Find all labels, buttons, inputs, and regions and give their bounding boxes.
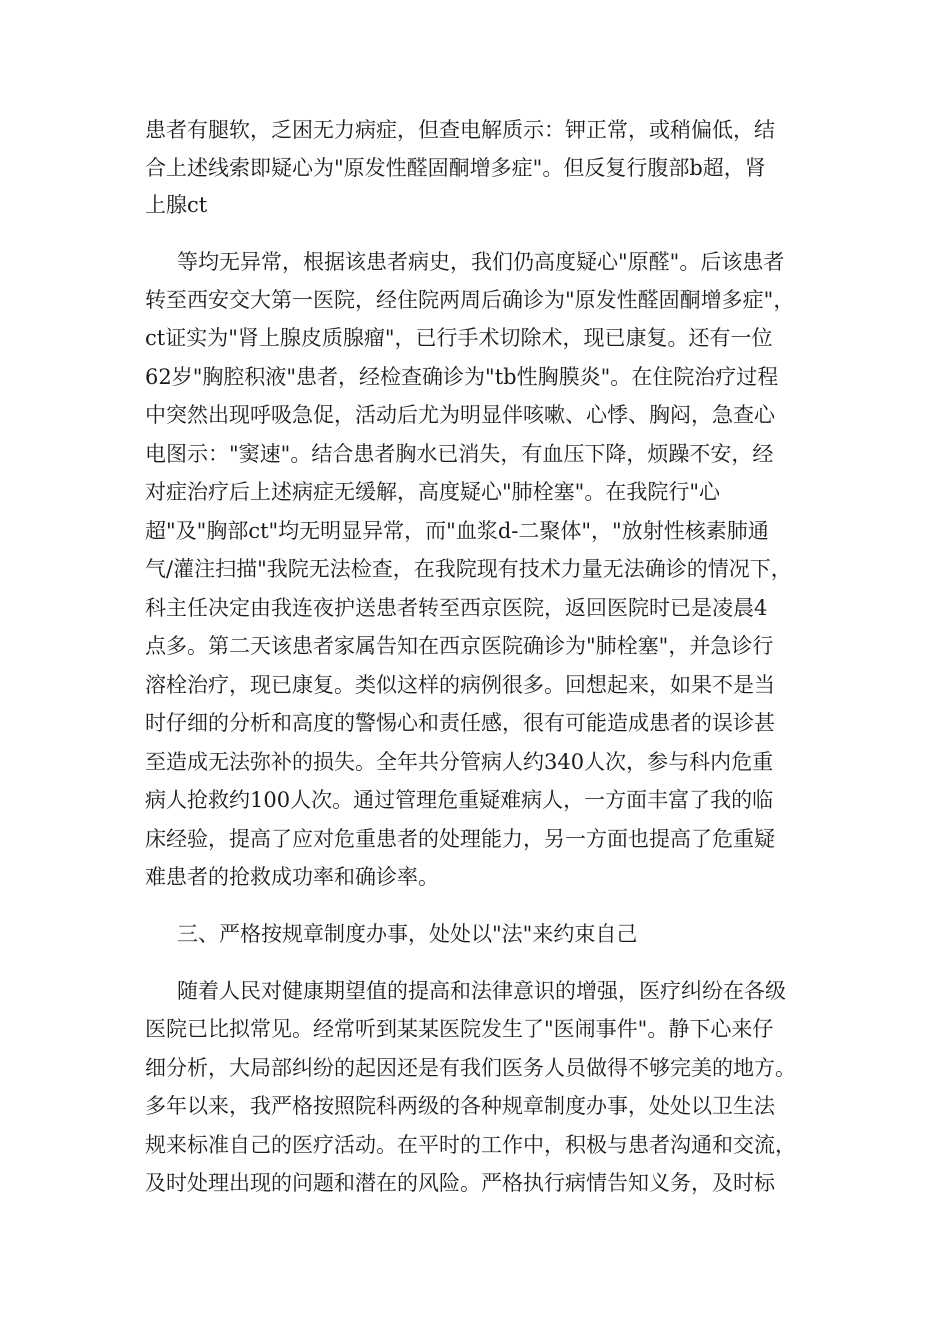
text-line: 患者有腿软，乏困无力病症，但查电解质示：钾正常，或稍偏低，结 <box>145 118 775 142</box>
text-line: 合上述线索即疑心为"原发性醛固酮增多症"。但反复行腹部b超，肾 <box>145 156 766 180</box>
text-line: 点多。第二天该患者家属告知在西京医院确诊为"肺栓塞"，并急诊行 <box>145 634 774 658</box>
text-line: 多年以来，我严格按照院科两级的各种规章制度办事，处处以卫生法 <box>145 1094 775 1118</box>
text-line: 上腺ct <box>145 193 208 217</box>
text-line: 超"及"胸部ct"均无明显异常，而"血浆d-二聚体"，"放射性核素肺通 <box>145 519 769 543</box>
text-line: 病人抢救约100人次。通过管理危重疑难病人，一方面丰富了我的临 <box>145 788 774 812</box>
text-line: ct证实为"肾上腺皮质腺瘤"，已行手术切除术，现已康复。还有一位 <box>145 326 773 350</box>
text-line: 规来标准自己的医疗活动。在平时的工作中，积极与患者沟通和交流， <box>145 1133 796 1157</box>
text-line: 细分析，大局部纠纷的起因还是有我们医务人员做得不够完美的地方。 <box>145 1056 796 1080</box>
section-heading: 三、严格按规章制度办事，处处以"法"来约束自己 <box>177 922 638 946</box>
text-line: 医院已比拟常见。经常听到某某医院发生了"医闹事件"。静下心来仔 <box>145 1017 774 1041</box>
text-line: 62岁"胸腔积液"患者，经检查确诊为"tb性胸膜炎"。在住院治疗过程 <box>145 365 779 389</box>
text-line: 随着人民对健康期望值的提高和法律意识的增强，医疗纠纷在各级 <box>177 979 786 1003</box>
text-line: 时仔细的分析和高度的警惕心和责任感，很有可能造成患者的误诊甚 <box>145 711 775 735</box>
text-line: 科主任决定由我连夜护送患者转至西京医院，返回医院时已是凌晨4 <box>145 596 768 620</box>
text-line: 溶栓治疗，现已康复。类似这样的病例很多。回想起来，如果不是当 <box>145 673 775 697</box>
text-line: 至造成无法弥补的损失。全年共分管病人约340人次，参与科内危重 <box>145 750 774 774</box>
text-line: 电图示："窦速"。结合患者胸水已消失，有血压下降，烦躁不安，经 <box>145 442 774 466</box>
text-line: 等均无异常，根据该患者病史，我们仍高度疑心"原醛"。后该患者 <box>177 250 785 274</box>
text-line: 对症治疗后上述病症无缓解，高度疑心"肺栓塞"。在我院行"心 <box>145 480 720 504</box>
text-line: 转至西安交大第一医院，经住院两周后确诊为"原发性醛固酮增多症"， <box>145 288 795 312</box>
text-line: 中突然出现呼吸急促，活动后尤为明显伴咳嗽、心悸、胸闷，急查心 <box>145 403 775 427</box>
text-line: 床经验，提高了应对危重患者的处理能力，另一方面也提高了危重疑 <box>145 827 775 851</box>
text-line: 气/灌注扫描"我院无法检查，在我院现有技术力量无法确诊的情况下， <box>145 557 792 581</box>
text-line: 难患者的抢救成功率和确诊率。 <box>145 865 439 889</box>
text-line: 及时处理出现的问题和潜在的风险。严格执行病情告知义务，及时标 <box>145 1171 775 1195</box>
